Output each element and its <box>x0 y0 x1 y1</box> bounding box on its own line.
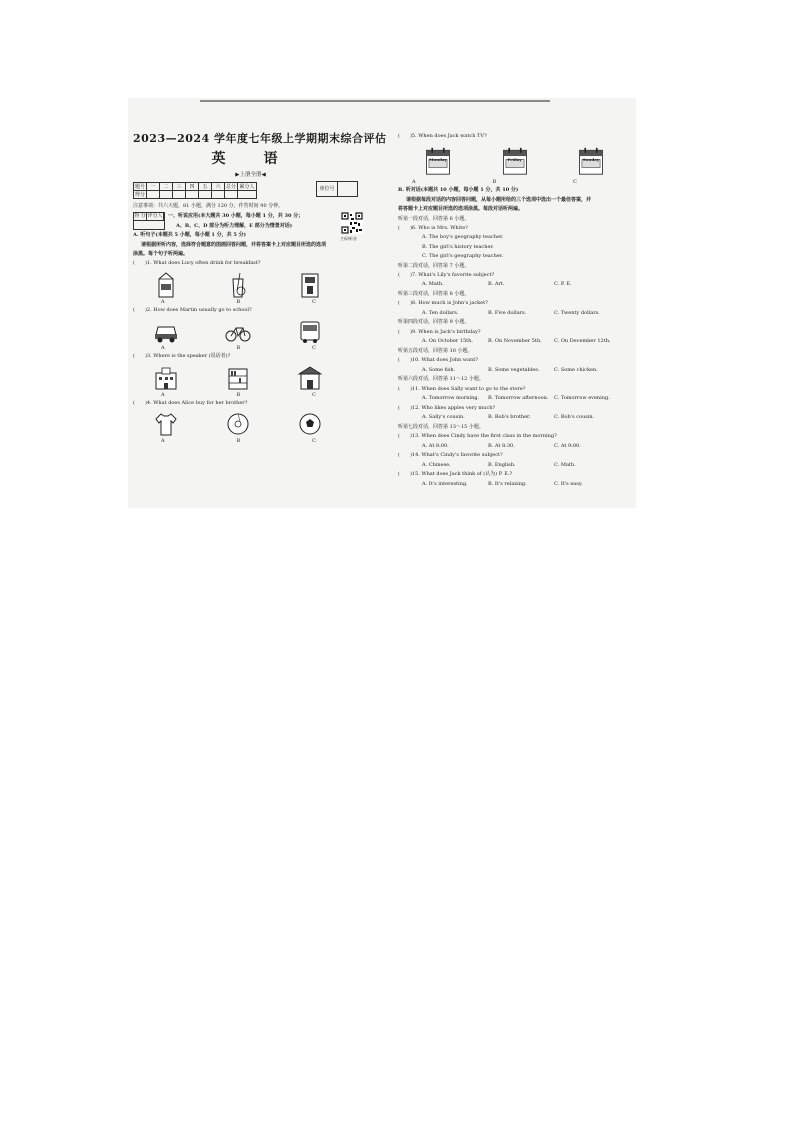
score-cell <box>160 191 173 199</box>
qr-caption: 扫码听音 <box>341 236 357 241</box>
question-4: ( )4. What does Alice buy for her brother? <box>133 399 248 406</box>
answer-options <box>398 461 633 471</box>
answer-option-a: A. It's interesting. <box>422 480 468 487</box>
answer-options <box>398 394 633 404</box>
answer-option-b: B. Art. <box>488 281 505 288</box>
question-1: ( )1. What does Lucy often drink for breakfast? <box>133 260 261 267</box>
answer-option-c: C. Math. <box>554 461 576 468</box>
question-2: ( )2. How does Martin usually go to school? <box>133 306 252 313</box>
answer-option-b: B. Tomorrow afternoon. <box>488 395 549 402</box>
soccer-ball-icon <box>297 410 323 438</box>
answer-option-c: C. Tomorrow evening. <box>554 395 610 402</box>
partB-instruction-2: 将答题卡上对应题目所选的选项涂黑。每段对话听两遍。 <box>398 206 524 213</box>
scan-edge-line <box>200 100 550 102</box>
scorer-box <box>133 212 165 230</box>
answer-option-b: B. Some vegetables. <box>488 366 540 373</box>
scorer-score-label: 得 分 <box>134 213 146 220</box>
answer-option-a: A. Sally's cousin. <box>422 414 465 421</box>
answer-option-b: B. Five dollars. <box>488 309 527 316</box>
score-table-row <box>134 191 257 199</box>
score-cell: 五 <box>199 183 212 191</box>
left-column <box>133 108 387 445</box>
milk-carton-icon <box>153 271 179 299</box>
answer-option-c: C. P. E. <box>554 281 572 288</box>
coffee-machine-icon <box>297 271 323 299</box>
calendar-day: Monday <box>429 157 447 163</box>
question-3-labels: A B C <box>161 391 316 398</box>
subject-title: 英 语 <box>211 151 290 167</box>
answer-option-c: C. Twenty dollars. <box>554 309 600 316</box>
question-2-labels: A B C <box>161 345 316 352</box>
question-text: ( )9. When is Jack's birthday? <box>398 328 481 335</box>
answer-options <box>398 280 633 290</box>
answer-option: A. The boy's geography teacher. <box>422 234 504 241</box>
seat-label: 座位号 <box>317 182 338 196</box>
score-cell: 一 <box>147 183 160 191</box>
score-table-row <box>134 183 257 191</box>
cd-disc-icon <box>225 410 251 438</box>
answer-option-b: B. At 8:30. <box>488 442 515 449</box>
answer-option-c: C. Some chicken. <box>554 366 598 373</box>
score-cell <box>238 191 257 199</box>
partA-instruction-2: 涂黑。每个句子听两遍。 <box>133 251 189 258</box>
answer-option-c: C. At 9:00. <box>554 442 581 449</box>
answer-option: B. The girl's history teacher. <box>422 243 494 250</box>
answer-option: C. The girl's geography teacher. <box>422 253 504 260</box>
question-text: ( )11. When does Sally want to go to the store? <box>398 385 526 392</box>
qr-code-icon <box>341 212 363 234</box>
bicycle-icon <box>225 317 251 345</box>
section1-heading: 一、听说应用(本大题共 30 小题，每小题 1 分，共 30 分； <box>168 213 304 220</box>
score-cell: 题号 <box>134 184 145 190</box>
score-cell: 四 <box>186 183 199 191</box>
question-5: ( )5. When does Jack watch TV? <box>398 133 487 139</box>
question-3-pictures <box>153 364 323 392</box>
question-text: ( )14. What's Cindy's favorite subject? <box>398 452 503 459</box>
section1-subheading: A、B、C、D 部分为听力理解，E 部分为情景对话) <box>176 222 293 229</box>
score-cell: 总分 <box>225 184 236 190</box>
partB-questions <box>398 215 633 489</box>
question-text: ( )12. Who likes apples very much? <box>398 404 496 411</box>
question-4-labels: A B C <box>161 438 316 445</box>
answer-option-b: B. English. <box>488 461 516 468</box>
question-text: ( )8. How much is John's jacket? <box>398 300 488 307</box>
right-column <box>398 108 633 489</box>
calendar-day: Friday <box>507 157 522 163</box>
score-cell <box>173 191 186 199</box>
score-cell <box>212 191 225 199</box>
question-1-pictures <box>153 271 323 299</box>
partA-instruction: 请根据所听内容，选择符合题意的图画回答问题，并将答案卡上对应题目所选的选项 <box>141 241 327 248</box>
answer-option-a: A. On October 15th. <box>422 338 473 345</box>
score-cell <box>225 191 238 199</box>
score-cell: 累分人 <box>239 184 255 190</box>
question-text: ( )15. What does Jack think of (认为) P. E.? <box>398 471 513 478</box>
answer-options <box>398 337 633 347</box>
scope-banner: ▶上册全册◀ <box>235 172 266 178</box>
question-4-pictures <box>153 410 323 438</box>
answer-options <box>398 413 633 423</box>
answer-option-a: A. Chinese. <box>422 461 451 468</box>
seat-number-box <box>316 181 358 197</box>
answer-option-a: A. Math. <box>422 281 444 288</box>
score-cell <box>186 191 199 199</box>
score-cell <box>199 191 212 199</box>
question-2-pictures <box>153 317 323 345</box>
dialogue-instruction: 听第三段对话，回答第 8 小题。 <box>398 291 470 298</box>
exam-notes: 注意事项：共六大题，81 小题，满分 120 分，作答时间 90 分钟。 <box>133 203 284 209</box>
school-building-icon <box>153 364 179 392</box>
bus-icon <box>297 317 323 345</box>
answer-option-a: A. At 8:00. <box>422 442 449 449</box>
score-cell <box>147 191 160 199</box>
answer-options <box>398 480 633 490</box>
score-cell: 三 <box>173 183 186 191</box>
dialogue-instruction: 听第五段对话，回答第 10 小题。 <box>398 347 473 354</box>
question-3: ( )3. Where is the speaker (说话者)? <box>133 353 231 360</box>
exam-title: 2023—2024 学年度七年级上学期期末综合评估 <box>133 132 387 145</box>
juice-glass-icon <box>225 271 251 299</box>
answer-option-c: C. It's easy. <box>554 480 583 487</box>
score-cell: 六 <box>212 183 225 191</box>
dialogue-instruction: 听第六段对话，回答第 11～12 小题。 <box>398 376 484 383</box>
question-text: ( )7. What's Lily's favorite subject? <box>398 272 495 279</box>
answer-option-a: A. Ten dollars. <box>422 309 459 316</box>
answer-option-a: A. Some fish. <box>422 366 456 373</box>
question-5-labels: A B C <box>412 179 577 186</box>
dialogue-instruction: 听第七段对话，回答第 13～15 小题。 <box>398 423 484 430</box>
partB-heading: B. 听对话(本题共 10 小题，每小题 1 分，共 10 分) <box>398 187 519 194</box>
shop-icon <box>297 364 323 392</box>
answer-options <box>398 442 633 452</box>
answer-options <box>398 366 633 376</box>
score-table <box>133 182 257 199</box>
answer-option-b: B. It's relaxing. <box>488 480 527 487</box>
partA-heading: A. 听句子(本题共 5 小题，每小题 1 分，共 5 分) <box>133 232 246 239</box>
question-text: ( )10. What does John want? <box>398 357 478 364</box>
answer-options <box>398 309 633 319</box>
answer-option-c: C. On December 12th. <box>554 338 611 345</box>
answer-option-a: A. Tomorrow morning. <box>422 395 480 402</box>
score-cell: 二 <box>160 183 173 191</box>
answer-option-b: B. On November 5th. <box>488 338 542 345</box>
dialogue-instruction: 听第一段对话，回答第 6 小题。 <box>398 215 470 222</box>
calendar-day: Sunday <box>582 157 600 163</box>
dialogue-instruction: 听第四段对话，回答第 9 小题。 <box>398 319 470 326</box>
t-shirt-icon <box>153 410 179 438</box>
answer-option-c: C. Bob's cousin. <box>554 414 595 421</box>
question-1-labels: A B C <box>161 298 316 305</box>
score-cell: 得分 <box>134 192 145 198</box>
dialogue-instruction: 听第二段对话，回答第 7 小题。 <box>398 262 470 269</box>
answer-option-b: B. Bob's brother. <box>488 414 531 421</box>
question-text: ( )13. When does Cindy have the first class in the morning? <box>398 433 557 440</box>
partB-instruction: 请根据每段对话的内容回答问题，从每小题所给的三个选项中选出一个最佳答案，并 <box>406 196 592 203</box>
library-icon <box>225 364 251 392</box>
question-text: ( )6. Who is Mrs. White? <box>398 225 468 232</box>
scorer-name-label: 评分人 <box>147 213 163 220</box>
car-icon <box>153 317 179 345</box>
